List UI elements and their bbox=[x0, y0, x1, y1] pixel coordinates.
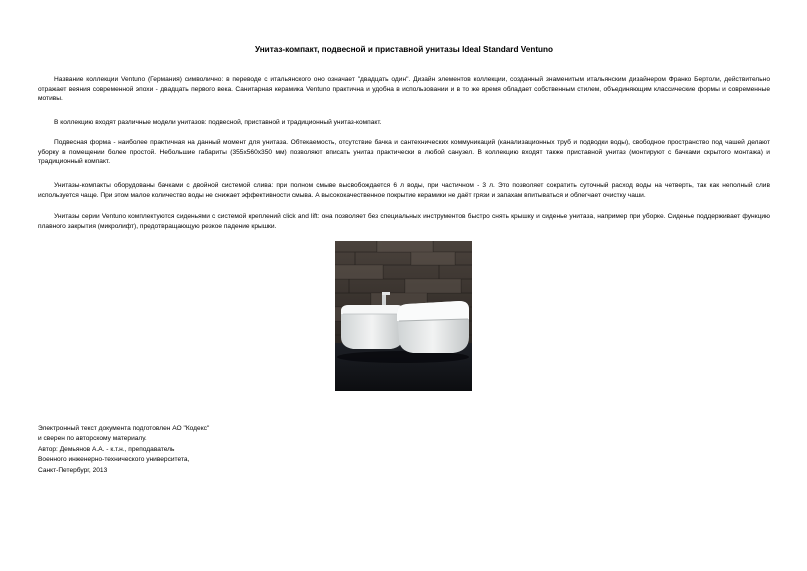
document-title: Унитаз-компакт, подвесной и приставной унитазы Ideal Standard Ventuno bbox=[254, 45, 554, 54]
footer-line-author: Автор: Демьянов А.А. - к.т.н., преподаватель bbox=[38, 445, 175, 453]
document-footer bbox=[38, 424, 338, 476]
paragraph-wall-hung: Подвесная форма - наиболее практичная на данный момент для унитаза. Обтекаемость, отсутствие бачка и сантехнических коммуникаций (канализационных труб и подводки воды), свободное пространство под чашей делают уборку в помещении более простой. Небольшие габариты (355х560х350 мм) позволяют вписать унитаз практически в любой санузел. В коллекцию входят также приставной унитаз (монтируют с бачками скрытого монтажа) и традиционный компакт. bbox=[38, 139, 770, 166]
footer-line-verified: и сверен по авторскому материалу. bbox=[38, 435, 147, 443]
paragraph-models: В коллекцию входят различные модели унитазов: подвесной, приставной и традиционный унитаз-компакт. bbox=[54, 119, 382, 126]
bidet-icon bbox=[341, 305, 403, 349]
paragraph-collection-intro: Название коллекции Ventuno (Германия) символично: в переводе с итальянского оно означает "двадцать один". Дизайн элементов коллекции, созданный знаменитым итальянским дизайнером Франко Бертоли, действительно отражает веяния современной эпохи - двадцать первого века. Санитарная керамика Ventuno практична и удобна в использовании и в то же время обладает собственным стилем, объединяющим классические формы и современные мотивы. bbox=[38, 76, 770, 103]
footer-line-university: Военного инженерно-технического университета, bbox=[38, 456, 190, 464]
footer-line-city-year: Санкт-Петербург, 2013 bbox=[38, 466, 108, 474]
product-photo bbox=[335, 241, 472, 391]
toilet-icon bbox=[397, 301, 469, 353]
footer-line-prepared: Электронный текст документа подготовлен АО "Кодекс" bbox=[38, 425, 210, 432]
paragraph-seats: Унитазы серии Ventuno комплектуются сиденьями с системой креплений click and lift: она позволяет без специальных инструментов быстро снять крышку и сиденье унитаза, например при уборке. Сиденье поддерживает функцию плавного закрытия (микролифт), предотвращающую резкое падение крышки. bbox=[38, 213, 770, 230]
paragraph-dual-flush: Унитазы-компакты оборудованы бачками с двойной системой слива: при полном смыве высвобождается 6 л воды, при частичном - 3 л. Это позволяет сократить суточный расход воды на четверть, так как неполный слив используется чаще. При этом малое количество воды не снижает эффективности смыва. А высококачественное покрытие керамики не даёт грязи и запахам впитываться и облегчает очистку чаши. bbox=[38, 182, 770, 199]
